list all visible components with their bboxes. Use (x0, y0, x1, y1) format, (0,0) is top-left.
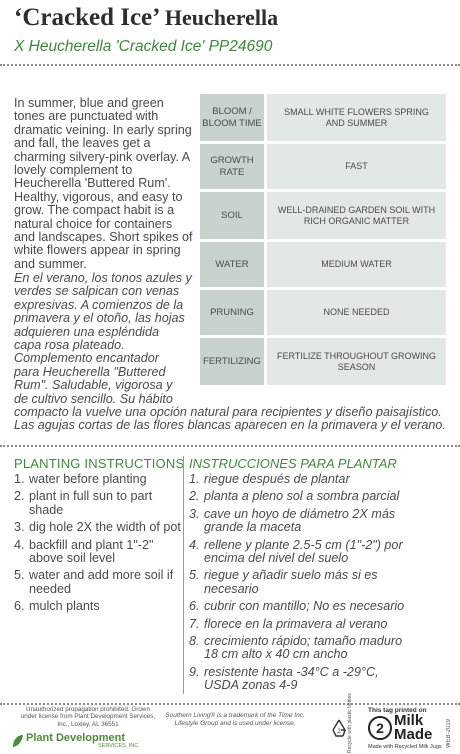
spanish-line: Complemento encantador (14, 351, 159, 366)
milk-made-subtitle: Made with Recycled Milk Jugs (368, 744, 442, 750)
care-value: FERTILIZE THROUGHOUT GROWING SEASON (267, 338, 446, 385)
step-number: 4. (14, 537, 25, 552)
step-number: 5. (189, 568, 200, 583)
instrucciones-list (189, 473, 409, 697)
list-item (189, 490, 409, 503)
care-label: GROWTH RATE (200, 144, 264, 189)
care-row-water (200, 242, 446, 287)
step-number: 6. (189, 599, 200, 614)
milk-made-logo (368, 712, 442, 750)
step-number: 6. (14, 599, 25, 614)
planting-instructions-list (14, 473, 184, 618)
botanical-name: X Heucherella 'Cracked Ice' PP24690 (14, 38, 273, 55)
list-item (14, 490, 184, 517)
planting-instructions-title: PLANTING INSTRUCTIONS (14, 456, 185, 471)
step-text: backfill and plant 1"-2" above soil level (29, 537, 154, 566)
step-number: 4. (189, 537, 200, 552)
propagation-notice: Unauthorized propagation prohibited. Grown under license from Plant Development Services, Inc., Loxley, AL 36551 (20, 706, 156, 728)
step-text: planta a pleno sol a sombra parcial (204, 489, 400, 504)
spanish-line: verdes se salpican con venas (14, 284, 180, 299)
list-item (189, 635, 409, 662)
care-value: MEDIUM WATER (267, 242, 446, 287)
list-item (189, 569, 409, 596)
care-label: BLOOM / BLOOM TIME (200, 94, 264, 141)
step-text: crecimiento rápido; tamaño maduro 18 cm alto x 40 cm ancho (204, 634, 403, 662)
plant-development-logo (12, 730, 142, 752)
printed-on-label: This tag printed on (368, 707, 427, 714)
spanish-line: Las agujas cortas de las flores blancas aparecen en la primavera y el verano. (14, 418, 446, 433)
list-item (189, 600, 409, 613)
spanish-line: primavera y el otoño, las hojas (14, 311, 185, 326)
care-row-fertilizing (200, 338, 446, 385)
list-item (14, 569, 184, 596)
spanish-line: expresivas. A comienzos de la (14, 297, 184, 312)
spanish-line: En el verano, los tonos azules y (14, 271, 192, 285)
step-number: 1. (14, 472, 25, 486)
pds-subtitle: SERVICES, INC. (98, 743, 140, 749)
step-text: riegue y añadir suelo más si es necesario (204, 568, 378, 596)
care-table (200, 94, 446, 388)
step-number: 2. (14, 489, 25, 504)
list-item (189, 539, 409, 566)
milk-made-word: Milk Made (394, 712, 433, 743)
step-number: 2. (189, 489, 200, 504)
step-number: 3. (189, 506, 200, 521)
leaf-icon (12, 734, 24, 748)
step-number: 9. (189, 664, 200, 679)
pds-name: Plant Development (26, 732, 126, 744)
list-item (14, 539, 184, 566)
care-label: SOIL (200, 192, 264, 239)
spanish-line: para Heucherella "Buttered (14, 364, 166, 379)
list-item (189, 473, 409, 486)
web-code: WEB-2019 (446, 718, 452, 748)
step-text: cave un hoyo de diámetro 2X más grande la maceta (204, 506, 396, 535)
step-text: water before planting (29, 472, 147, 486)
svg-text:2: 2 (337, 729, 341, 735)
care-label: PRUNING (200, 290, 264, 335)
care-value: NONE NEEDED (267, 290, 446, 335)
care-row-bloom (200, 94, 446, 141)
spanish-line: Rum". Saludable, vigorosa y (14, 378, 173, 393)
step-text: resistente hasta -34°C a -29°C, USDA zonas 4-9 (204, 664, 379, 693)
dotted-divider-middle (0, 445, 460, 447)
step-text: mulch plants (29, 599, 100, 614)
list-item (14, 473, 184, 486)
care-row-soil (200, 192, 446, 239)
list-item (189, 666, 409, 693)
list-item (14, 521, 184, 534)
cultivar-name: ‘Cracked Ice’ (14, 4, 159, 31)
trademark-notice: Southern Living® is a trademark of the Time Inc. Lifestyle Group and is used under license. (165, 712, 305, 727)
step-text: florece en la primavera al verano (204, 616, 388, 631)
step-text: cubrir con mantillo; No es necesario (204, 599, 405, 614)
list-item (14, 600, 184, 613)
description-english: In summer, blue and green tones are punctuated with dramatic veining. In early spring and fall, the leaves get a charming silvery-pink overlay. A lovely complement to Heucherella 'Buttered Rum'. Healthy, vigorous, and easy to grow. The compact habit is a natural choice for containers and landscapes. Short spikes of white flowers appear in spring and summer. (14, 96, 193, 271)
milk-number: 2 (368, 716, 392, 740)
column-divider (183, 456, 184, 694)
care-row-growth (200, 144, 446, 189)
list-item (189, 508, 409, 535)
spanish-line: compacto la vuelve una opción natural para recipientes y diseño paisajístico. (14, 405, 442, 420)
care-value: FAST (267, 144, 446, 189)
list-item (189, 618, 409, 631)
step-text: plant in full sun to part shade (29, 489, 153, 517)
dotted-divider-top (0, 64, 460, 66)
recycle-icon (330, 718, 348, 740)
spanish-line: capa rosa plateado. (14, 338, 125, 353)
genus-name: Heucherella (164, 5, 279, 30)
step-number: 7. (189, 616, 200, 631)
step-number: 8. (189, 634, 200, 649)
step-number: 3. (14, 520, 25, 535)
step-number: 5. (14, 568, 25, 583)
plant-title (14, 4, 278, 32)
care-label: WATER (200, 242, 264, 287)
care-label: FERTILIZING (200, 338, 264, 385)
step-text: water and add more soil if needed (29, 568, 174, 596)
step-text: dig hole 2X the width of pot (29, 520, 181, 535)
step-text: riegue después de plantar (204, 472, 350, 486)
instrucciones-title: INSTRUCCIONES PARA PLANTAR (189, 456, 397, 471)
recycle-text: Recycle with plastic bottles (347, 693, 353, 753)
care-value: WELL-DRAINED GARDEN SOIL WITH RICH ORGANIC MATTER (267, 192, 446, 239)
spanish-line: de cultivo sencillo. Su hábito (14, 391, 173, 406)
dotted-divider-bottom (0, 703, 460, 705)
care-row-pruning (200, 290, 446, 335)
step-number: 1. (189, 472, 200, 486)
care-value: SMALL WHITE FLOWERS SPRING AND SUMMER (267, 94, 446, 141)
step-text: rellene y plante 2.5-5 cm (1"-2") por encima del nivel del suelo (204, 537, 403, 566)
spanish-line: adquieren una espléndida (14, 324, 159, 339)
